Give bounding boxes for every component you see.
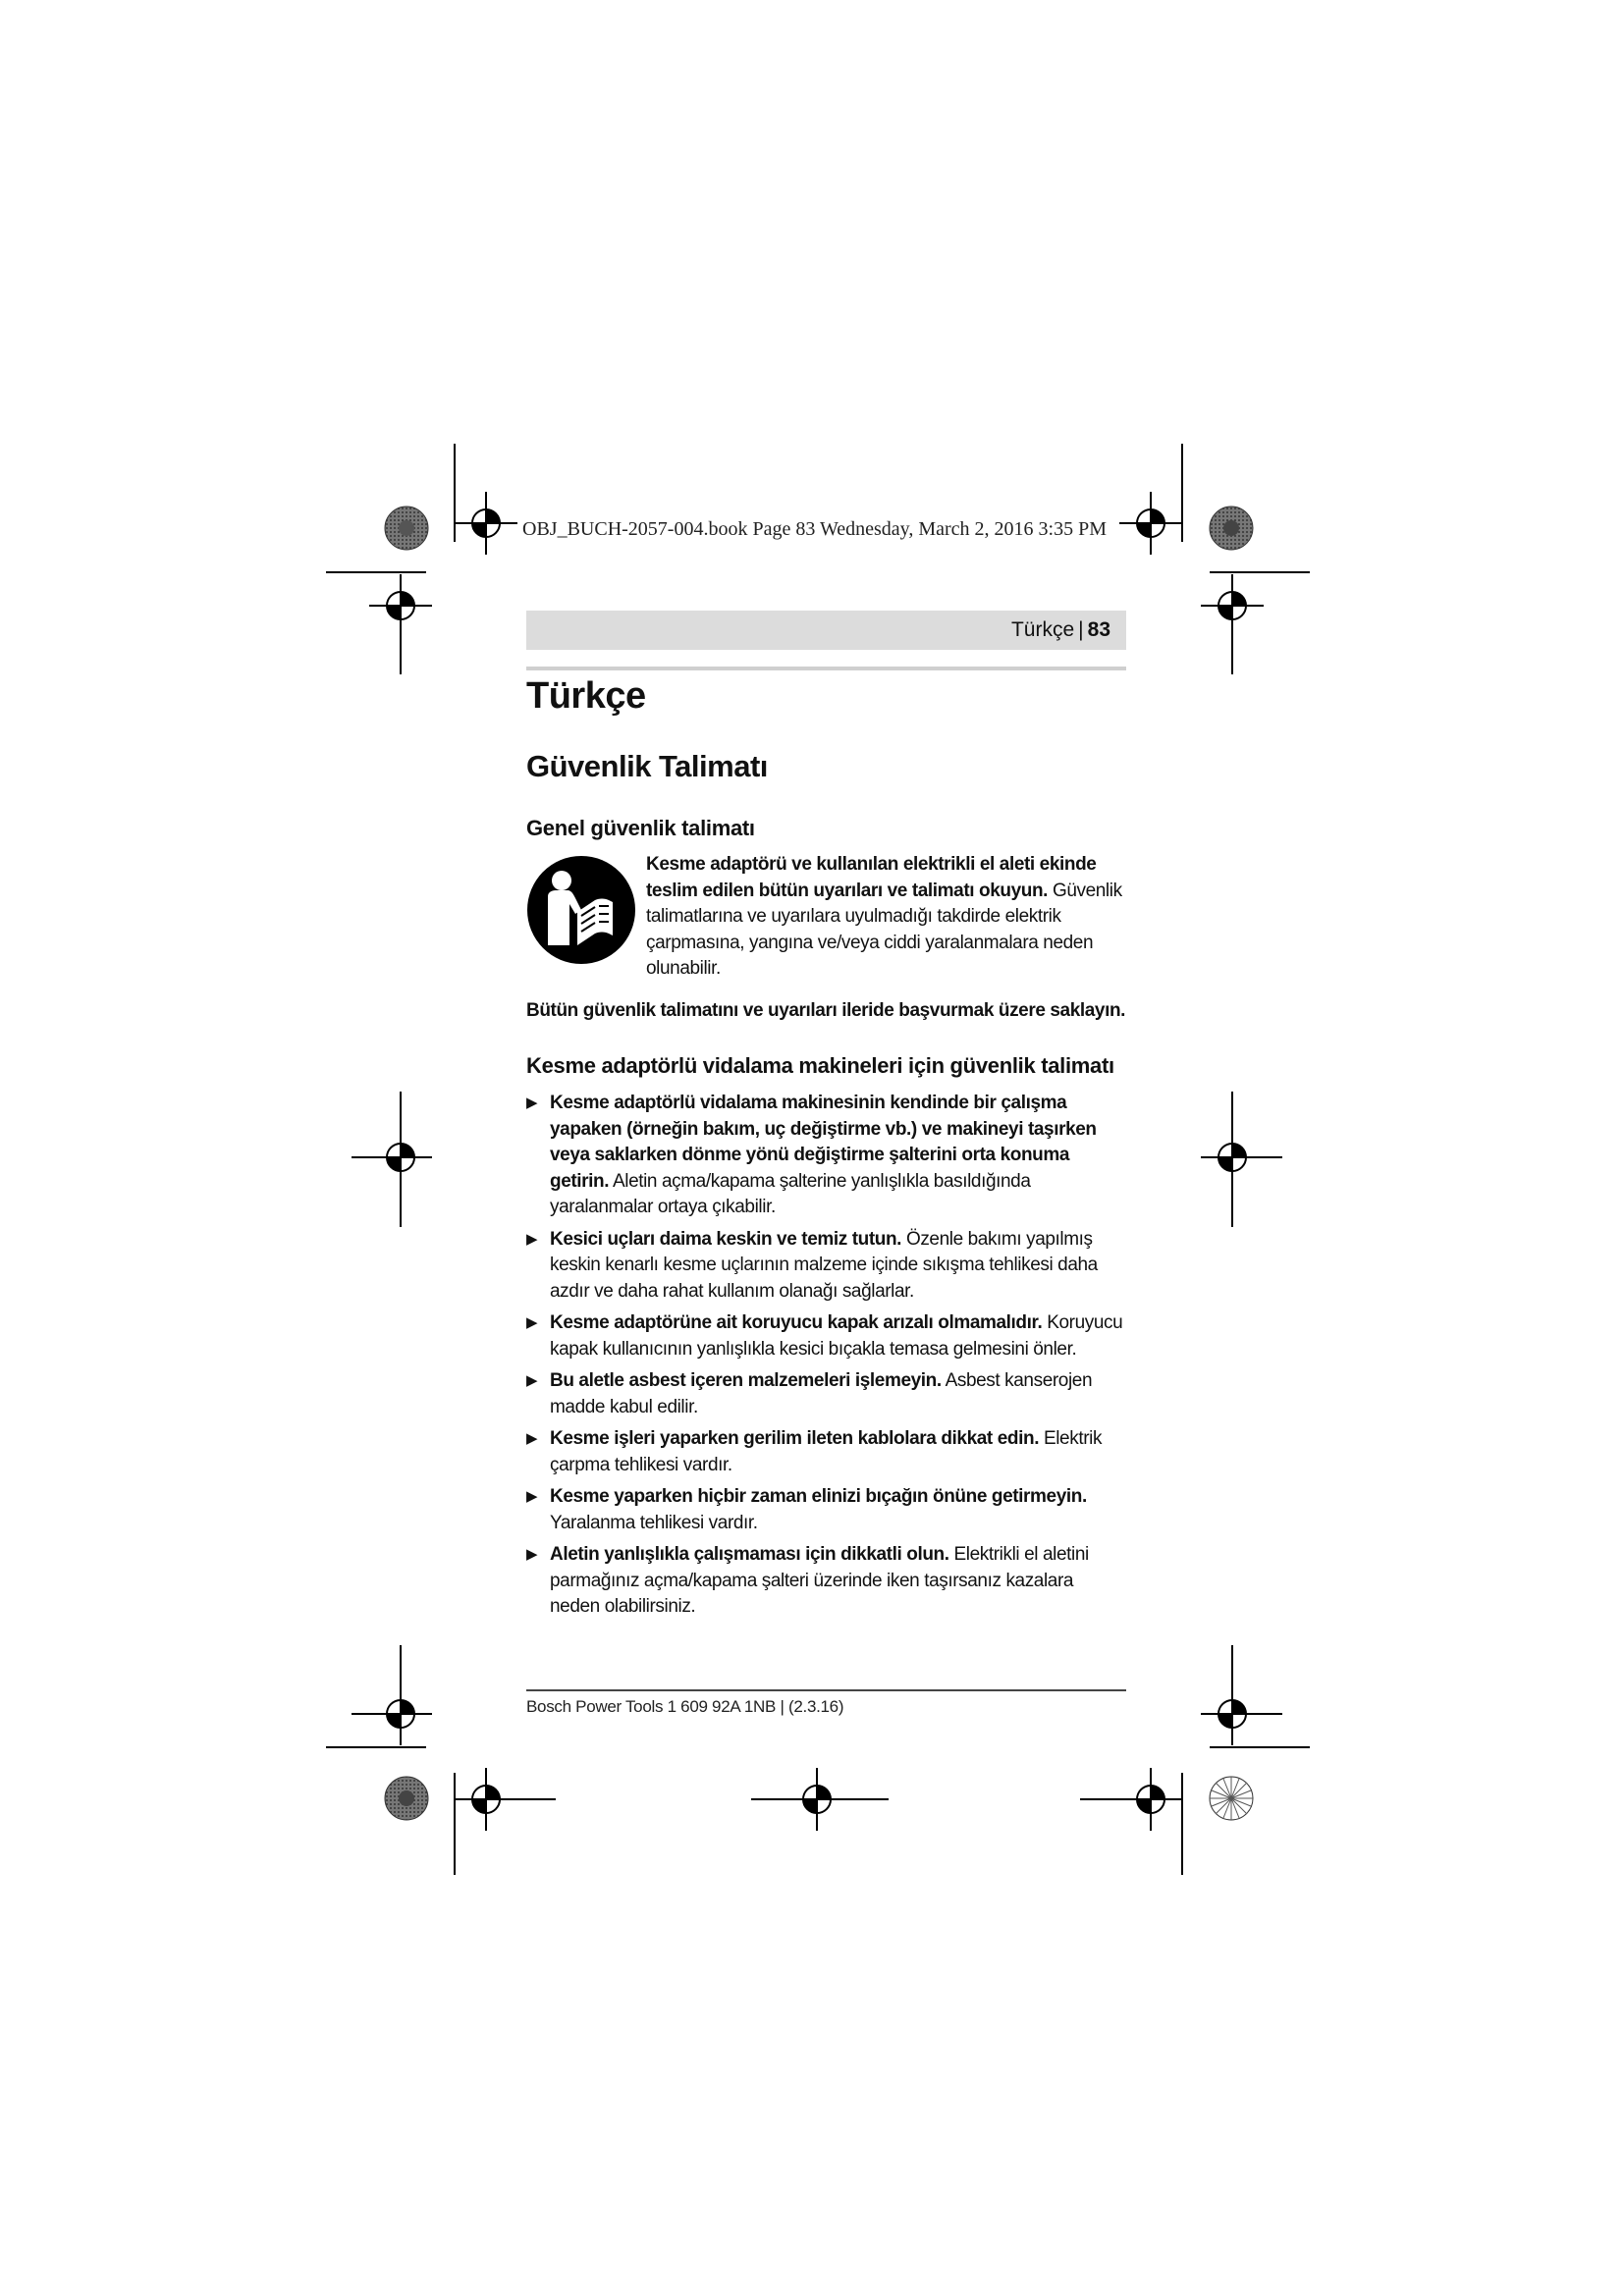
intro-text: Kesme adaptörü ve kullanılan elektrikli el aleti ekinde teslim edilen bütün uyarıları ve talimatı okuyun. Güvenlik talimatlarına ve uyarılara uyulmadığı takdirde elektrik çarpmasına, yangına ve/veya ciddi yaralanmalara neden olunabilir.	[646, 854, 1122, 979]
safety-rules-list	[526, 1091, 1126, 1621]
general-safety-heading: Genel güvenlik talimatı	[526, 816, 755, 840]
list-item: ▶ Kesme adaptörüne ait koruyucu kapak arızalı olmamalıdır. Koruyucu kapak kullanıcının yanlışlıkla kesici bıçakla temasa gelmesini önler.	[526, 1312, 1123, 1360]
print-slug-line: OBJ_BUCH-2057-004.book Page 83 Wednesday, March 2, 2016 3:35 PM	[522, 518, 1108, 540]
page-content	[526, 671, 1126, 1627]
specific-safety-heading: Kesme adaptörlü vidalama makineleri için güvenlik talimatı	[526, 1053, 1114, 1078]
keep-instructions-note: Bütün güvenlik talimatını ve uyarıları ileride başvurmak üzere saklayın.	[526, 999, 1126, 1021]
read-manual-icon	[526, 855, 636, 965]
section-title: Güvenlik Talimatı	[526, 749, 768, 783]
specific-safety-section	[526, 1051, 1126, 1621]
color-target-icon	[1210, 1777, 1253, 1820]
list-item: ▶ Kesici uçları daima keskin ve temiz tutun. Özenle bakımı yapılmış keskin kenarlı kesme uçlarının malzeme içinde sıkışma tehlikesi daha azdır ve daha rahat kullanım olanağı sağlarlar.	[526, 1228, 1098, 1302]
page-number: 83	[1087, 618, 1110, 641]
header-rule	[526, 667, 1126, 670]
bullet-arrow-icon: ▶	[526, 1095, 538, 1111]
list-item: ▶ Aletin yanlışlıkla çalışmaması için dikkatli olun. Elektrikli el aletini parmağınız açma/kapama şalteri üzerinde iken taşırsanız kazalara neden olabilirsiniz.	[526, 1544, 1089, 1617]
color-target-icon	[385, 507, 428, 550]
footer-rule	[526, 1689, 1126, 1691]
intro-block	[526, 852, 1126, 983]
color-target-icon	[1210, 507, 1253, 550]
general-safety-section	[526, 815, 1126, 1024]
header-language: Türkçe	[1010, 618, 1075, 641]
color-target-icon	[385, 1777, 428, 1820]
bullet-arrow-icon: ▶	[526, 1314, 538, 1331]
running-header: Türkçe | 83	[526, 611, 1126, 650]
bullet-arrow-icon: ▶	[526, 1372, 538, 1389]
bullet-arrow-icon: ▶	[526, 1430, 538, 1447]
bullet-arrow-icon: ▶	[526, 1488, 538, 1505]
page-title: Türkçe	[526, 675, 646, 717]
list-item: ▶ Kesme adaptörlü vidalama makinesinin kendinde bir çalışma yapaken (örneğin bakım, uç değiştirme vb.) ve makineyi taşırken veya saklarken dönme yönü değiştirme şalterini orta konuma getirin. Aletin açma/kapama şalterine yanlışlıkla basıldığında yaralanmalar ortaya çıkabilir.	[526, 1093, 1097, 1217]
page-footer: Bosch Power Tools 1 609 92A 1NB | (2.3.16)	[526, 1697, 844, 1716]
bullet-arrow-icon: ▶	[526, 1230, 538, 1248]
list-item: ▶ Kesme yaparken hiçbir zaman elinizi bıçağın önüne getirmeyin. Yaralanma tehlikesi vardır.	[526, 1486, 1087, 1533]
list-item: ▶ Bu aletle asbest içeren malzemeleri işlemeyin. Asbest kanserojen madde kabul edilir.	[526, 1370, 1093, 1417]
bullet-arrow-icon: ▶	[526, 1546, 538, 1563]
list-item: ▶ Kesme işleri yaparken gerilim ileten kablolara dikkat edin. Elektrik çarpma tehlikesi vardır.	[526, 1428, 1103, 1475]
